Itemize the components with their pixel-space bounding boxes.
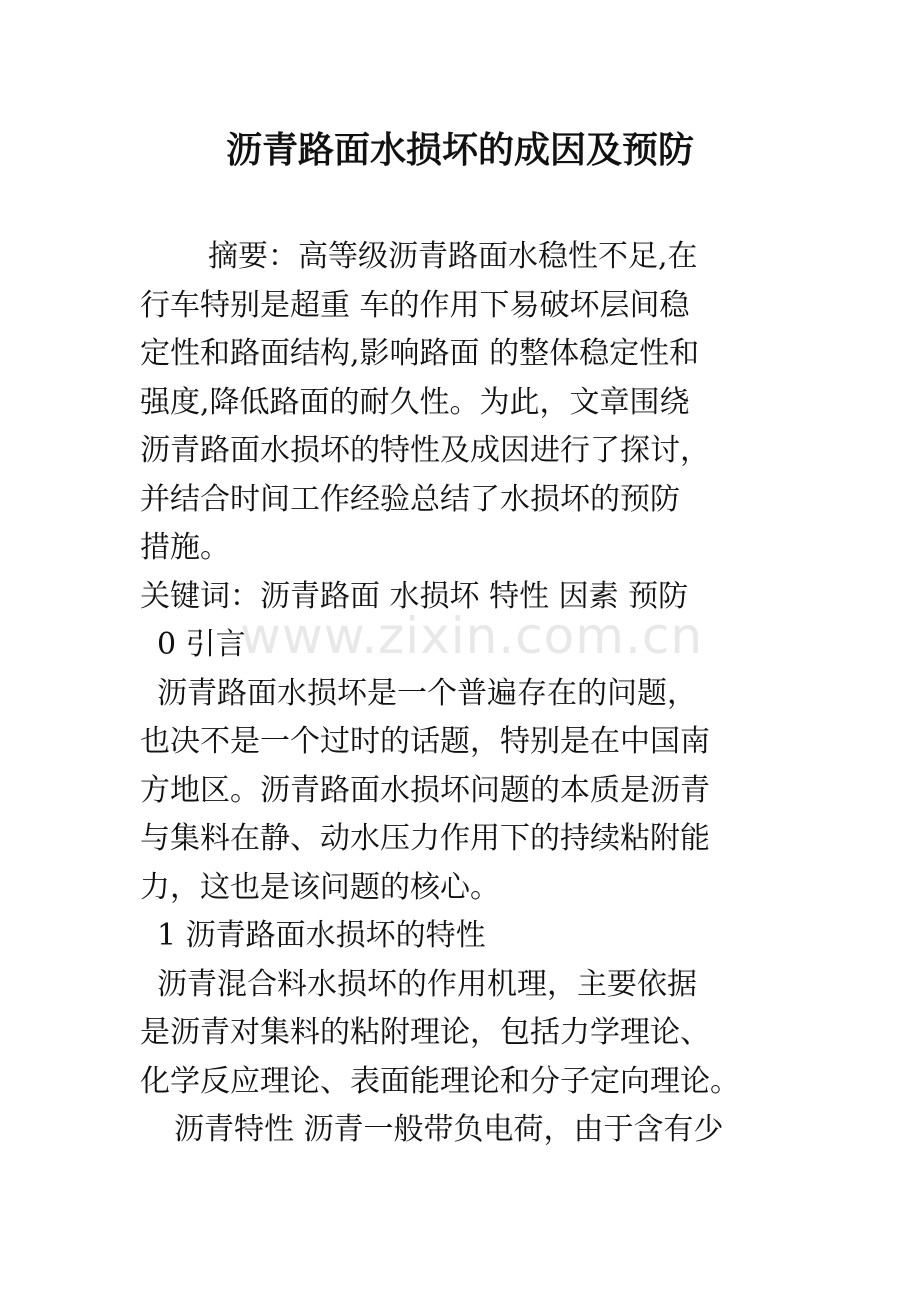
paragraph-line: 沥青混合料水损坏的作用机理，主要依据 bbox=[157, 966, 697, 1002]
keywords-line: 关键词：沥青路面 水损坏 特性 因素 预防 bbox=[140, 578, 689, 614]
abstract-line-1: 摘要：高等级沥青路面水稳性不足,在 bbox=[208, 239, 698, 274]
document-title: 沥青路面水损坏的成因及预防 bbox=[225, 129, 694, 171]
paragraph-line: 方地区。沥青路面水损坏问题的本质是沥青 bbox=[140, 772, 710, 808]
section-heading-1: 1 沥青路面水损坏的特性 bbox=[157, 918, 486, 953]
abstract-line-2: 行车特别是超重 车的作用下易破坏层间稳 bbox=[140, 287, 690, 323]
paragraph-line: 化学反应理论、表面能理论和分子定向理论。 bbox=[140, 1063, 740, 1099]
abstract-line-4: 强度,降低路面的耐久性。为此，文章围绕 bbox=[140, 384, 690, 420]
paragraph-line: 也决不是一个过时的话题，特别是在中国南 bbox=[140, 724, 710, 759]
abstract-line-5: 沥青路面水损坏的特性及成因进行了探讨， bbox=[140, 433, 710, 468]
abstract-line-6: 并结合时间工作经验总结了水损坏的预防 bbox=[140, 481, 680, 517]
document-body bbox=[140, 233, 820, 1155]
abstract-line-7: 措施。 bbox=[140, 530, 230, 565]
paragraph-line: 力，这也是该问题的核心。 bbox=[140, 869, 500, 905]
paragraph-line: 沥青特性 沥青一般带负电荷，由于含有少 bbox=[174, 1112, 724, 1147]
paragraph-line: 沥青路面水损坏是一个普遍存在的问题， bbox=[157, 675, 697, 711]
abstract-line-3: 定性和路面结构,影响路面 的整体稳定性和 bbox=[140, 336, 700, 371]
section-heading-0: 0 引言 bbox=[157, 627, 246, 662]
watermark: www.zixin.com.cn bbox=[240, 607, 704, 665]
paragraph-line: 是沥青对集料的粘附理论，包括力学理论、 bbox=[140, 1015, 710, 1050]
paragraph-line: 与集料在静、动水压力作用下的持续粘附能 bbox=[140, 821, 710, 856]
